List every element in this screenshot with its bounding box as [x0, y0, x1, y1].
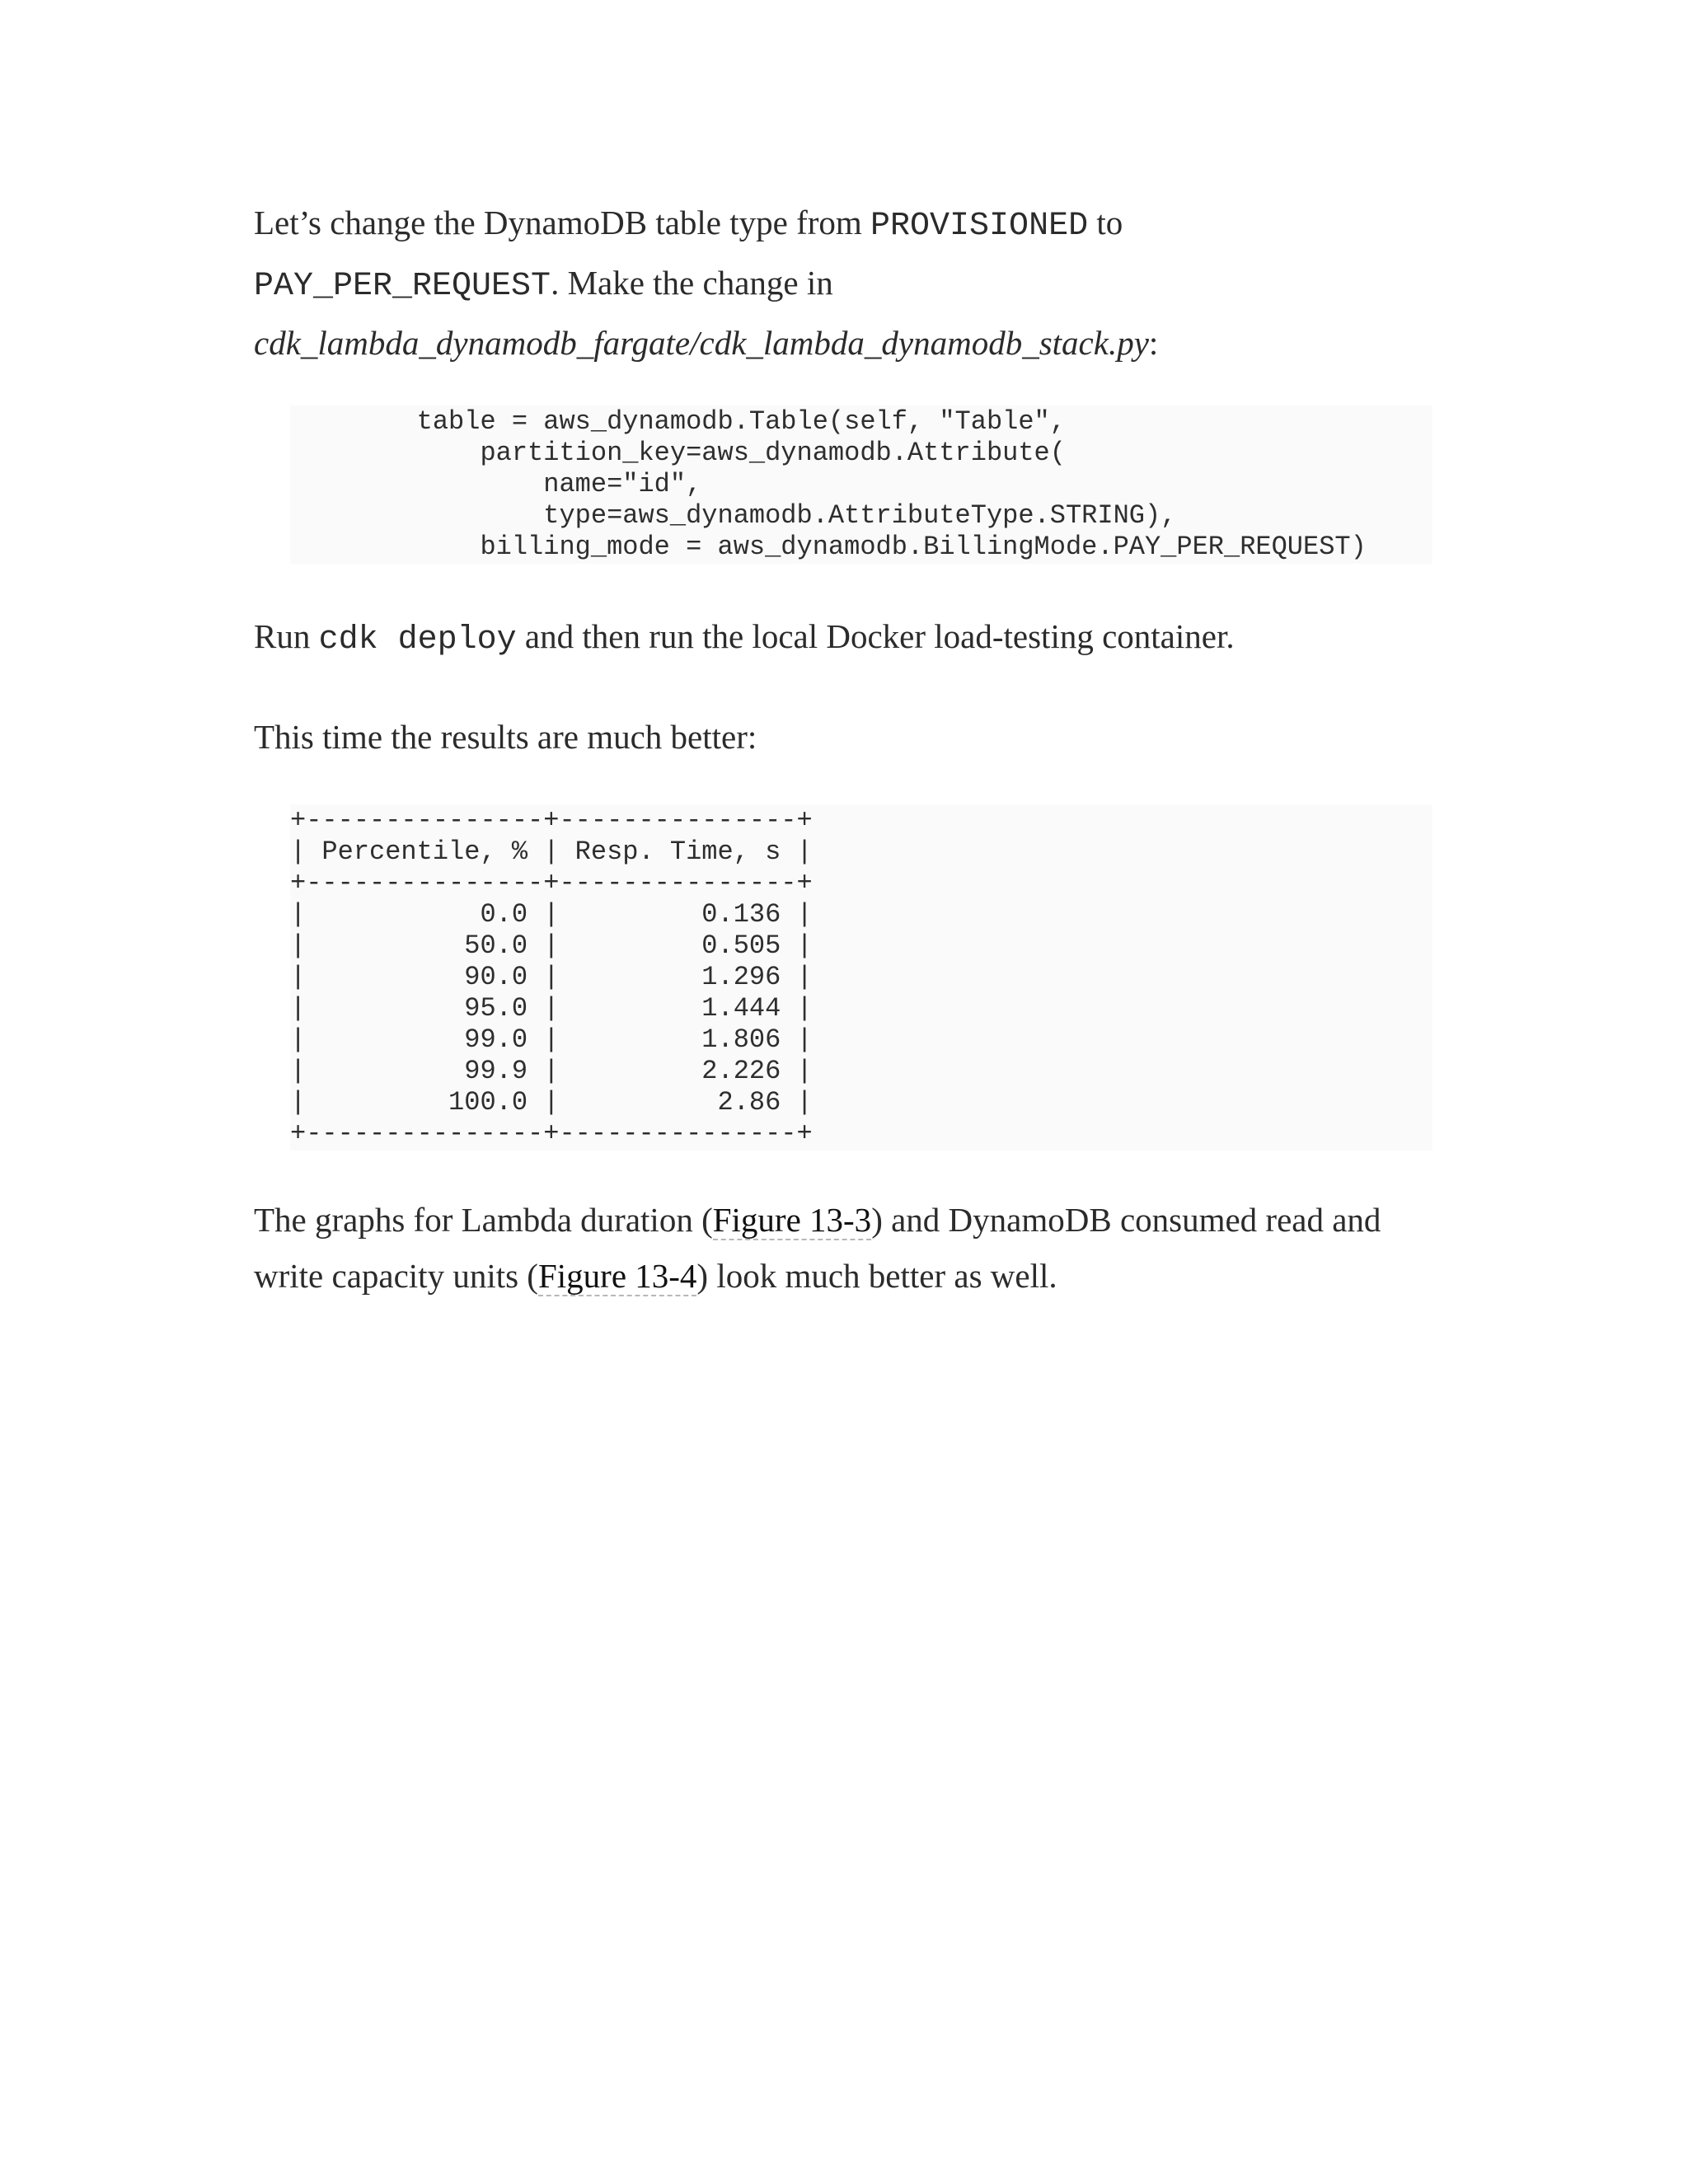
table-border-line: +---------------+---------------+ [290, 868, 813, 898]
table-row: | 50.0 | 0.505 | [290, 930, 813, 961]
figure-13-3-link[interactable]: Figure 13-3 [712, 1201, 872, 1239]
results-intro-text: This time the results are much better: [254, 718, 757, 756]
intro-text-d: : [1148, 324, 1159, 362]
graphs-text-d: ) look much better as well. [696, 1257, 1057, 1295]
table-row: | 99.0 | 1.806 | [290, 1024, 813, 1055]
table-row: | 99.9 | 2.226 | [290, 1056, 813, 1086]
code-line: billing_mode = aws_dynamodb.BillingMode.PAY_PER_REQUEST) [290, 532, 1367, 562]
code-line: type=aws_dynamodb.AttributeType.STRING), [290, 500, 1177, 531]
intro-paragraph [254, 194, 1432, 371]
code-line: name="id", [290, 469, 702, 499]
table-header-row: | Percentile, % | Resp. Time, s | [290, 837, 813, 867]
table-row: | 0.0 | 0.136 | [290, 899, 813, 930]
graphs-text-b: ) and DynamoDB consumed read and [871, 1201, 1381, 1239]
code-line: table = aws_dynamodb.Table(self, "Table", [290, 406, 1066, 437]
intro-text-a: Let’s change the DynamoDB table type from [254, 204, 871, 241]
table-border-line: +---------------+---------------+ [290, 1118, 813, 1149]
graphs-text-a: The graphs for Lambda duration ( [254, 1201, 713, 1239]
table-row: | 100.0 | 2.86 | [290, 1087, 813, 1118]
table-border-line: +---------------+---------------+ [290, 805, 813, 836]
results-table-block [290, 804, 1432, 1151]
provisioned-code: PROVISIONED [870, 208, 1089, 245]
deploy-text-a: Run [254, 617, 319, 655]
pay-per-request-code: PAY_PER_REQUEST [254, 268, 551, 305]
code-line: partition_key=aws_dynamodb.Attribute( [290, 438, 1066, 468]
results-intro-paragraph [254, 709, 1432, 765]
deploy-paragraph [254, 608, 1432, 668]
file-path: cdk_lambda_dynamodb_fargate/cdk_lambda_dynamodb_stack.py [254, 324, 1149, 362]
table-row: | 90.0 | 1.296 | [290, 962, 813, 992]
intro-text-c: . Make the change in [551, 264, 833, 302]
graphs-text-c: write capacity units ( [254, 1257, 538, 1295]
intro-text-b: to [1088, 204, 1123, 241]
table-row: | 95.0 | 1.444 | [290, 993, 813, 1024]
deploy-text-b: and then run the local Docker load-testing container. [516, 617, 1235, 655]
graphs-paragraph [254, 1192, 1432, 1304]
code-block-table-definition [290, 405, 1432, 564]
figure-13-4-link[interactable]: Figure 13-4 [537, 1257, 697, 1295]
cdk-deploy-code: cdk deploy [318, 621, 517, 658]
